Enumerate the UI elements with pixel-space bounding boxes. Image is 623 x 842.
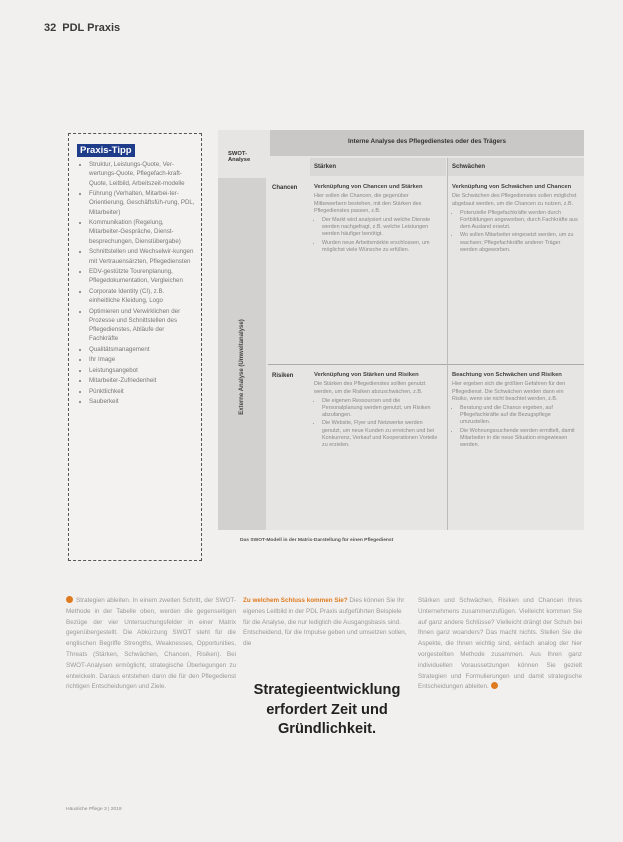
- body-column-3: [418, 596, 582, 693]
- praxis-tipp-title: Praxis-Tipp: [77, 144, 135, 157]
- list-item: • Corporate Identity (CI), z.B. einheitliche Kleidung, Logo: [89, 287, 195, 306]
- end-mark-icon: [491, 682, 498, 689]
- list-item: • Die Website, Flyer und Netzwerke werden genutzt, um neue Kunden zu erreichen und bei Konkurrenz, Verkauf und Kooperationen Vorteile zu erzielen.: [322, 420, 440, 449]
- swot-top-label: Interne Analyse des Pflegedienstes oder des Trägers: [348, 138, 506, 145]
- swot-corner: [218, 130, 268, 176]
- body-column-1: [66, 596, 236, 693]
- cell-title: Verknüpfung von Chancen und Stärken: [314, 184, 423, 190]
- bullet-dot-icon: [66, 596, 73, 603]
- list-item: • Die Wohnungssuchende werden ermittelt, damit Mitarbeiter in die neue Situation eingewiesen werden.: [460, 428, 578, 450]
- cell-text: Hier sollen die Chancen, die gegenüber Mitbewerbern bestehen, mit den Stärken des Pflegedienstes passen, z.B.: [314, 193, 422, 214]
- list-item: • Pünktlichkeit: [89, 387, 195, 396]
- list-item: • Optimieren und Verwirklichen der Prozesse und Schnittstellen des Pflegedienstes, Abläufe der Fachkräfte: [89, 307, 195, 344]
- list-item: • Beratung und die Chance ergeben, auf Pflegefachkräfte auf die Bezugspflege umzustellen.: [460, 405, 578, 427]
- list-item: • Die eigenen Ressourcen und die Personalplanung werden genutzt, um Risiken abzufangen.: [322, 398, 440, 420]
- column-header-strengths: Stärken: [310, 158, 446, 176]
- page-footer: Häusliche Pflege 3 | 2019: [66, 807, 122, 812]
- list-item: • Leistungsangebot: [89, 366, 195, 375]
- list-item: • Sauberkeit: [89, 397, 195, 406]
- row-header-risks: Risiken: [272, 373, 294, 379]
- page-header: [44, 22, 120, 34]
- cell-title: Verknüpfung von Stärken und Risiken: [314, 372, 419, 378]
- list-item: • EDV-gestützte Tourenplanung, Pflegedokumentation, Vergleichen: [89, 267, 195, 286]
- pull-quote: Strategieentwicklung erfordert Zeit und Gründlichkeit.: [253, 682, 401, 737]
- list-item: • Führung (Verhalten, Mitarbei-ter-Orientierung, Geschäftsfüh-rung, PDL, Mitarbeiter): [89, 189, 195, 217]
- column-header-weaknesses: Schwächen: [448, 158, 584, 176]
- cell-strengths-risks: [310, 366, 446, 530]
- cell-text: Hier ergeben sich die größten Gefahren für den Pflegedienst. Die Schwächen werden dann ein Risiko, wenn sie nicht beachtet werden, z.B.: [452, 381, 566, 402]
- cell-title: Beachtung von Schwächen und Risiken: [452, 372, 562, 378]
- cell-list: [314, 398, 440, 449]
- swot-matrix: [218, 130, 584, 530]
- section-title: PDL Praxis: [62, 22, 121, 34]
- row-divider: [268, 364, 584, 365]
- body-text: Strategien ableiten. In einem zweiten Schritt, der SWOT-Methode in der Tabelle oben, werden die gegenseitigen Bezüge der vier Untersuchungsfelder in einer Matrix gegenübergestellt. Die Abkürzung SWOT steht für die englischen Begriffe Strengths, Weaknesses, Opportunities, Threats (Stärken, Schwächen, Chancen, Risiken). Bei SWOT-Analysen ermöglicht, strategische Überlegungen zu entwickeln. Daraus entstehen dann die für den Pflegedienst richtigen Entscheidungen und Ziele.: [66, 597, 236, 691]
- body-column-2: [243, 596, 407, 650]
- cell-weaknesses-chances: [448, 178, 584, 364]
- swot-side-label: Externe Analyse (Umweltanalyse): [239, 319, 245, 415]
- cell-text: Die Stärken des Pflegedienstes sollten genutzt werden, um die Risiken abzuschwächen, z.B.: [314, 381, 426, 395]
- list-item: • Wo sollen Mitarbeiter eingesetzt werden, um zu wachsen; Pflegefachkräfte anderer Träger werden abgeworben.: [460, 232, 578, 254]
- cell-text: Die Schwächen des Pflegedienstes sollen möglichst abgebaut werden, um die Chancen zu nutzen, z.B.: [452, 193, 577, 207]
- subheading: Zu welchem Schluss kommen Sie?: [243, 597, 348, 604]
- praxis-tipp-box: [68, 133, 202, 561]
- page-number: 32: [44, 22, 57, 34]
- body-text: Stärken und Schwächen, Risiken und Chancen Ihres Unternehmens zusammenzufügen. Vielleicht kommen Sie auf ganz andere Schlüsse? Vielleicht drängt der Schuh bei Ihnen ganz woanders? Das macht nichts. Stellen Sie die Aspekte, die Ihnen wichtig sind, einfach analog der hier vorgestellten Methode zusammen. Aus Ihren ganz individuellen Voraussetzungen können Sie gezielt Strategien und Formulierungen und damit strategische Entscheidungen ableiten.: [418, 597, 582, 691]
- cell-list: [314, 217, 440, 254]
- swot-top-header: [270, 130, 584, 156]
- list-item: • Wurden neue Arbeitsmärkte erschlossen, um möglichst viele Wünsche zu erfüllen.: [322, 240, 440, 254]
- list-item: • Schnittstellen und Wechselwir-kungen mit Vertrauensärzten, Pflegediensten: [89, 247, 195, 266]
- list-item: • Struktur, Leistungs-Quote, Ver-wertungs-Quote, Pflegefach-kraft-Quote, Leitbild, Arbeitszeit-modelle: [89, 160, 195, 188]
- list-item: • Potenzielle Pflegefachkräfte werden durch Fortbildungen angeworben, durch Fachkräfte aus dem Ausland ersetzt.: [460, 210, 578, 232]
- praxis-tipp-list: [77, 160, 195, 407]
- swot-corner-label: SWOT-Analyse: [228, 151, 251, 163]
- list-item: • Mitarbeiter-Zufriedenheit: [89, 376, 195, 385]
- cell-title: Verknüpfung von Schwächen und Chancen: [452, 184, 572, 190]
- cell-list: [452, 210, 578, 254]
- list-item: • Qualitätsmanagement: [89, 345, 195, 354]
- list-item: • Kommunikation (Regelung, Mitarbeiter-Gespräche, Dienst-besprechungen, Dienstübergabe): [89, 218, 195, 246]
- swot-side-header: [218, 178, 266, 530]
- cell-list: [452, 405, 578, 449]
- cell-strengths-chances: [310, 178, 446, 364]
- body-text: Dies können Sie Ihr eigenes Leitbild in der PDL Praxis aufgeführten Beispiele für die Analyse, die nur lediglich die Ausgangsbasis sind. Entscheidend, für die Impulse geben und umsetzen sollen, die: [243, 597, 407, 648]
- list-item: • Der Markt wird analysiert und welche Dienste werden nachgefragt, z.B. welche Leistungen werden häufiger benötigt.: [322, 217, 440, 239]
- row-header-chances: Chancen: [272, 185, 298, 191]
- figure-caption: Das SWOT-Modell in der Matrix-Darstellung für einen Pflegedienst: [240, 538, 394, 543]
- cell-weaknesses-risks: [448, 366, 584, 530]
- list-item: • Ihr Image: [89, 355, 195, 364]
